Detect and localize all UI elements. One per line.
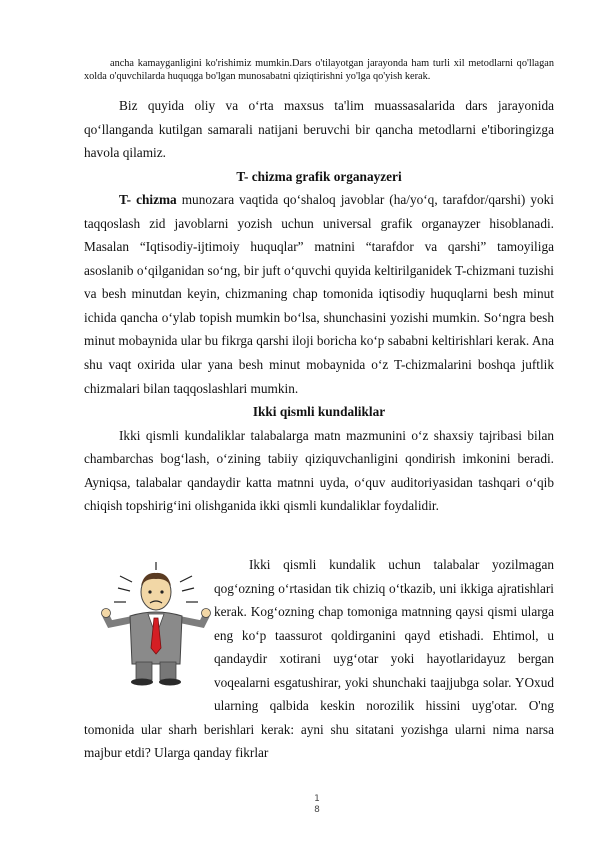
confused-man-icon bbox=[100, 562, 212, 686]
section2-paragraph1: Ikki qismli kundaliklar talabalarga matn mazmunini o‘z shaxsiy tajribasi bilan chambarchas bog‘lash, o‘zining tabiiy qiziquvchanligini qondirish imkonini beradi. Ayniqsa, talabalar qandaydir katta matnni uyda, o‘quv auditoriyasidan tashqari o‘qib chiqish topshirig‘ini olishganida ikki qismli kundaliklar foydalidir. bbox=[84, 427, 554, 514]
section2-paragraph2-text: Ikki qismli kundalik uchun talabalar yozilmagan qog‘ozning o‘rtasidan tik chiziq o‘tkazib, uni ikkiga ajratishlari kerak. Kog‘ozning chap tomoniga matnning qaysi qismi ularga eng ko‘p taassurot qoldirganini qayd etishadi. Ehtimol, u qandaydir xotirani uyg‘otar yoki hayotlaridayuz bergan voqealarni esgatushirar, yoki shunchaki taajjubga solar. YOxud ularning qalbida keskin norozilik hissini uyg'otar. O'ng tomonida ular sharh berishlari kerak: ayni shu sitatani yozishga ularni nima narsa majbur etdi? Ularga qanday fikrlar bbox=[84, 557, 554, 761]
section1-term: T- chizma bbox=[119, 192, 177, 208]
intro-paragraph: Biz quyida oliy va o‘rta maxsus ta'lim muassasalarida dars jarayonida qo‘llanganda kutilgan samarali natijani beruvchi bir qancha metodlarni e'tiboringizga havola qilamiz. bbox=[84, 98, 554, 161]
section1-paragraph bbox=[84, 188, 554, 400]
page-number-digit-1: 1 bbox=[314, 794, 320, 804]
section1-text: munozara vaqtida qo‘shaloq javoblar (ha/yo‘q, tarafdor/qarshi) yoki taqqoslash zid javoblarni yozish uchun universal grafik organayzer hisoblanadi. Masalan “Iqtisodiy-ijtimoiy huquqlar” matnini “tarafdor va qarshi” tamoyiliga asoslanib o‘qilganidan so‘ng, bir juft o‘quvchi quyida keltirilganidek T-chizmani tuzishi va besh minutdan keyin, chizmaning chap tomonida iqtisodiy huquqlarni besh minut ichida qancha o‘ylab topish mumkin bo‘lsa, shunchasini yozishi mumkin. So‘ngra besh minut mobaynida ular bu fikrga qarshi iloji boricha ko‘p sababni keltirishlari kerak. Ana shu vaqt oxirida ular yana besh minut mobaynida o‘z T-chizmalarini boshqa juftlik chizmalari bilan taqqoslashlari mumkin. bbox=[84, 192, 554, 396]
page-number-digit-2: 8 bbox=[314, 805, 320, 815]
upper-body bbox=[84, 94, 554, 518]
top-note bbox=[84, 58, 554, 84]
section1-heading: T- chizma grafik organayzeri bbox=[236, 168, 402, 184]
top-note-text: ancha kamayganligini ko'rishimiz mumkin.Dars o'tilayotgan jarayonda ham turli xil metodlarni qo'llagan xolda o'quvchilarda huquqga bo'lgan munosabatni qiziqtirishni yo'lga qo'yish kerak. bbox=[84, 58, 554, 82]
section2-paragraph2 bbox=[84, 553, 554, 765]
page-number bbox=[311, 794, 323, 816]
lower-body bbox=[84, 553, 554, 765]
section2-heading: Ikki qismli kundaliklar bbox=[252, 404, 386, 420]
illustration bbox=[0, 554, 208, 695]
